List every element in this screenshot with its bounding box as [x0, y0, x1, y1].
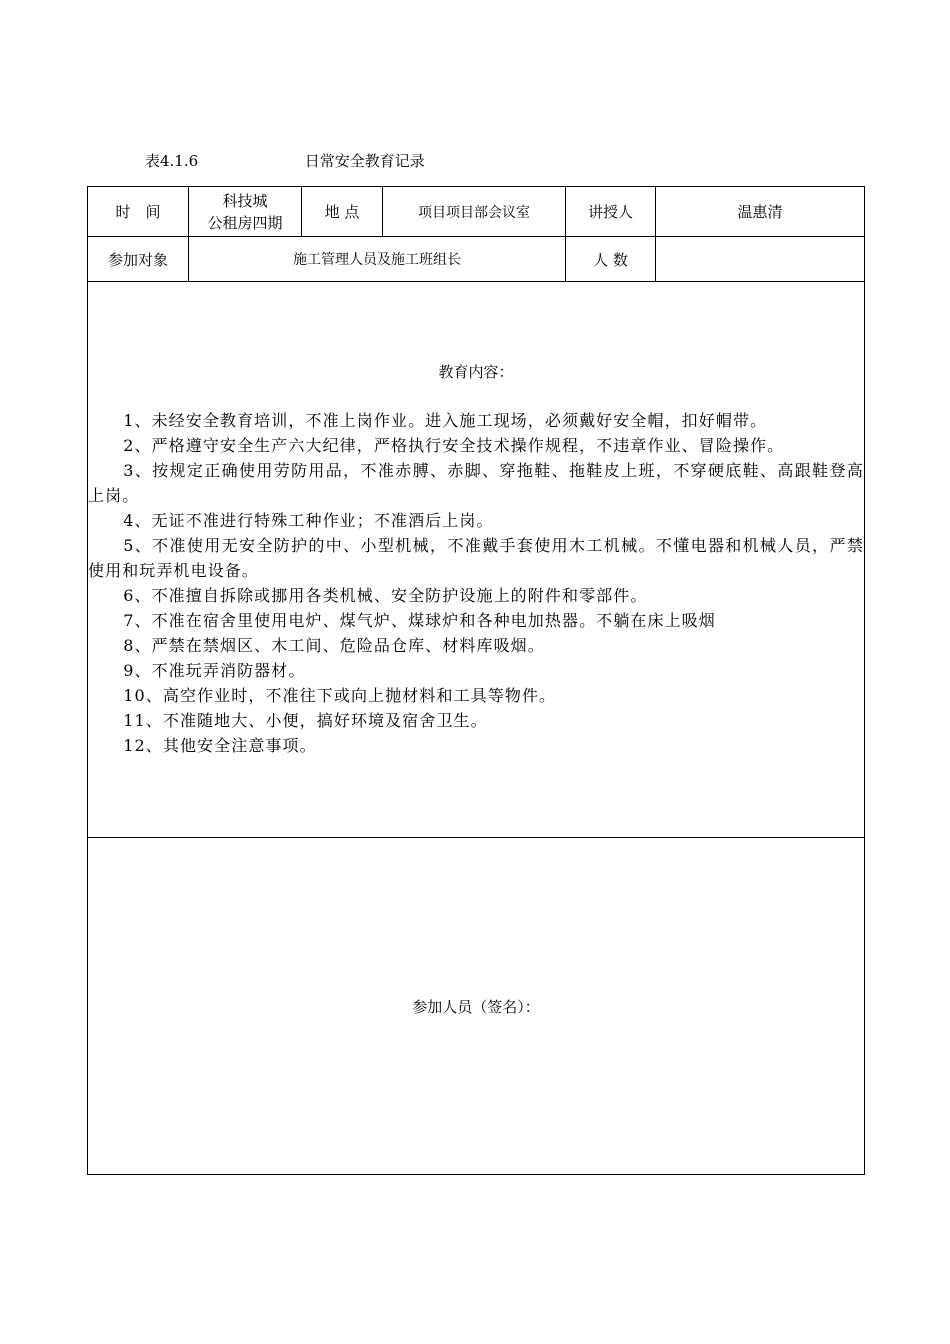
document-title: 日常安全教育记录 [304, 152, 425, 170]
content-item: 10、高空作业时，不准往下或向上抛材料和工具等物件。 [123, 686, 557, 705]
content-item: 9、不准玩弄消防器材。 [123, 661, 306, 680]
content-item: 8、严禁在禁烟区、木工间、危险品仓库、材料库吸烟。 [123, 636, 545, 655]
content-item: 3、按规定正确使用劳防用品，不准赤膊、赤脚、穿拖鞋、拖鞋皮上班，不穿硬底鞋、高跟鞋登高上岗。 [88, 461, 864, 505]
time-label: 时 间 [88, 187, 189, 237]
place-value: 项目项目部会议室 [383, 187, 566, 237]
count-label: 人 数 [566, 237, 656, 282]
info-row-2 [88, 237, 865, 282]
content-item: 12、其他安全注意事项。 [123, 736, 317, 755]
audience-label: 参加对象 [88, 237, 189, 282]
content-item: 5、不准使用无安全防护的中、小型机械，不准戴手套使用木工机械。不懂电器和机械人员，严禁使用和玩弄机电设备。 [88, 536, 864, 580]
content-item: 6、不准擅自拆除或挪用各类机械、安全防护设施上的附件和零部件。 [123, 586, 648, 605]
content-item: 4、无证不准进行特殊工种作业；不准酒后上岗。 [123, 511, 494, 530]
place-label: 地 点 [302, 187, 383, 237]
content-row [88, 282, 865, 838]
content-item: 2、严格遵守安全生产六大纪律，严格执行安全技术操作规程，不违章作业、冒险操作。 [123, 436, 785, 455]
education-record-table [87, 186, 865, 1175]
content-item: 1、未经安全教育培训，不准上岗作业。进入施工现场，必须戴好安全帽，扣好帽带。 [123, 411, 768, 430]
signature-row [88, 838, 865, 1175]
lecturer-label: 讲授人 [566, 187, 656, 237]
count-value [656, 237, 865, 282]
time-value-line2: 公租房四期 [207, 213, 283, 232]
audience-value: 施工管理人员及施工班组长 [189, 237, 566, 282]
info-row-1 [88, 187, 865, 237]
content-item: 11、不准随地大、小便，搞好环境及宿舍卫生。 [123, 711, 488, 730]
document-title-row [145, 150, 425, 171]
lecturer-value: 温惠清 [656, 187, 865, 237]
signature-label: 参加人员（签名）： [412, 997, 540, 1016]
education-content-cell [88, 282, 865, 838]
content-item: 7、不准在宿舍里使用电炉、煤气炉、煤球炉和各种电加热器。不躺在床上吸烟 [123, 611, 716, 630]
signature-cell[interactable] [88, 838, 865, 1175]
content-label: 教育内容： [438, 363, 514, 381]
time-value-line1: 科技城 [222, 191, 268, 210]
time-value [189, 187, 302, 237]
table-number: 表4.1.6 [145, 152, 199, 170]
